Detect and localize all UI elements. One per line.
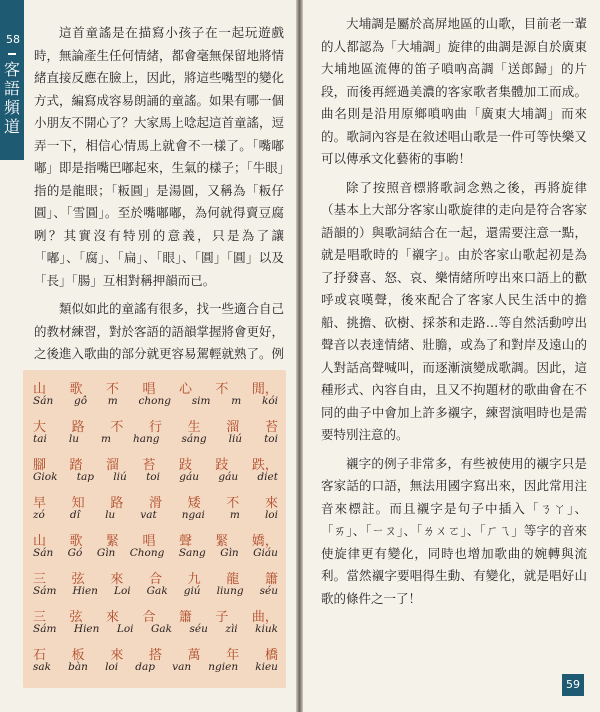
paragraph: 類似如此的童謠有很多，找一些適合自己的教材練習，對於客語的語韻掌握將會更好，之後進入歌曲的部分就更容易駕輕就熟了。例: [34, 301, 285, 361]
lyric-hanzi: 緊: [105, 534, 119, 549]
lyric-romanization: toi: [146, 471, 160, 483]
lyric-hanzi: 跌，: [251, 458, 278, 473]
lyric-hanzi: 唱: [142, 382, 156, 397]
lyric-hanzi: 三: [33, 610, 47, 625]
lyric-romanization: gáu: [218, 471, 239, 483]
lyric-romanization: m: [100, 433, 111, 445]
lyric-romanization: chong: [138, 395, 171, 407]
lyric-hanzi: 石: [33, 648, 47, 663]
lyric-romanization: Hien: [73, 623, 100, 635]
side-title-char: 頻: [3, 98, 20, 117]
lyric-romanization-line: [33, 585, 278, 597]
lyric-romanization: kiuk: [255, 623, 278, 635]
lyric-hanzi: 唱: [142, 534, 156, 549]
lyric-hanzi: 搭: [148, 648, 162, 663]
left-page-number: 58: [6, 33, 20, 46]
lyric-romanization: sak: [33, 661, 52, 673]
paragraph: 除了按照音標將歌詞念熟之後，再將旋律（基本上大部分客家山歌旋律的走向是符合客家語韻的）與歌詞結合在一起，還需要注意一點，就是唱歌時的「襯字」。由於客家山歌起初是為了抒發喜、怒、哀、樂情緒所哼出來口語上的歡呼或哀嘆聲，後來配合了客家人民生活中的擔船、挑擔、砍樹、採茶和走路…等自然活動哼出聲音以表達情緒、壯膽，或為了和對岸及遠山的人對話高聲喊叫，而逐漸演變成歌調。因此，這種形式、內容自由，且又不拘題材的歌曲會在不同的曲子中會加上許多襯字，練習演唱時也是需要特別注意的。: [321, 179, 587, 442]
lyric-romanization-line: [33, 623, 278, 635]
lyric-hanzi: 溜: [105, 458, 119, 473]
lyric-hanzi: 聲: [178, 534, 192, 549]
lyric-hanzi: 歌: [69, 534, 83, 549]
lyric-hanzi: 九: [187, 572, 201, 587]
lyric-romanization: Loi: [113, 585, 131, 597]
lyric-romanization: Sám: [33, 623, 57, 635]
lyric-hanzi: 來: [110, 648, 124, 663]
lyric-hanzi: 大: [33, 420, 47, 435]
lyric-hanzi: 山: [33, 382, 47, 397]
lyric-romanization: liú: [228, 433, 243, 445]
lyric-romanization: bàn: [68, 661, 88, 673]
lyric-hanzi: 苔: [264, 420, 278, 435]
lyric-hanzi: 不: [215, 382, 229, 397]
lyric-romanization-line: [33, 509, 278, 521]
lyric-hanzi: 合: [142, 610, 156, 625]
lyric-hanzi: 閒，: [251, 382, 278, 397]
lyric-romanization: Sán: [33, 547, 54, 559]
lyric-hanzi: 嬌，: [251, 534, 278, 549]
lyric-romanization: liung: [216, 585, 244, 597]
book-gutter: [296, 0, 303, 712]
lyric-hanzi: 年: [226, 648, 240, 663]
lyric-romanization: dap: [135, 661, 155, 673]
lyric-romanization-line: [33, 547, 278, 559]
lyric-romanization-line: [33, 433, 278, 445]
lyric-hanzi: 來: [110, 572, 124, 587]
lyric-hanzi: 路: [110, 496, 124, 511]
lyric-hanzi: 矮: [187, 496, 201, 511]
lyric-hanzi: 來: [105, 610, 119, 625]
lyric-hanzi: 跂: [178, 458, 192, 473]
lyric-romanization-line: [33, 471, 278, 483]
lyrics-box: [23, 370, 286, 688]
lyric-romanization: van: [172, 661, 192, 673]
lyric-romanization: m: [229, 509, 240, 521]
lyric-romanization-line: [33, 395, 278, 407]
lyric-romanization: liú: [113, 471, 127, 483]
chapter-side-title: [2, 60, 22, 136]
lyric-romanization: Gak: [146, 585, 168, 597]
right-page-number: 59: [562, 674, 584, 696]
lyric-romanization: lu: [68, 433, 79, 445]
lyric-romanization: sim: [191, 395, 211, 407]
lyric-hanzi: 板: [71, 648, 85, 663]
lyric-hanzi: 苔: [142, 458, 156, 473]
lyric-romanization: loi: [264, 509, 278, 521]
lyric-romanization: ngien: [208, 661, 239, 673]
lyric-romanization: Loi: [116, 623, 134, 635]
lyric-hanzi: 生: [187, 420, 201, 435]
lyric-romanization: Gak: [151, 623, 173, 635]
lyric-hanzi: 早: [33, 496, 47, 511]
lyric-hanzi: 不: [226, 496, 240, 511]
lyric-romanization: Sám: [33, 585, 57, 597]
lyric-romanization: Chong: [129, 547, 165, 559]
lyric-hanzi: 曲，: [251, 610, 278, 625]
lyric-hanzi: 來: [264, 496, 278, 511]
lyric-romanization: zó: [33, 509, 45, 521]
lyric-romanization: Giok: [33, 471, 58, 483]
lyric-hanzi: 緊: [215, 534, 229, 549]
lyric-romanization: diet: [257, 471, 278, 483]
lyric-hanzi: 合: [148, 572, 162, 587]
right-page: [303, 0, 600, 712]
lyric-romanization: tai: [33, 433, 47, 445]
lyric-romanization: zìi: [225, 623, 238, 635]
lyric-romanization: kieu: [255, 661, 278, 673]
side-title-char: 語: [3, 79, 20, 98]
paragraph: 這首童謠是在描寫小孩子在一起玩遊戲時，無論產生任何情緒，都會毫無保留地將情緒直接反應在臉上，因此，將這些嘴型的變化方式，編寫成容易朗誦的童謠。如果有哪一個小朋友不開心了？大家馬上唸起這首童謠，逗弄一下，相信心情馬上就會不一樣了。「嘴嘟嘟」即是指嘴巴嘟起來，生氣的樣子；「牛眼」指的是龍眼；「粄圓」是湯圓，又稱為「粄仔圓」、「雪圓」。至於嘴嘟嘟，為何就得賣豆腐咧？其實沒有特別的意義，只是為了讓「嘟」、「腐」、「扁」、「眼」、「圓」「圓」以及「長」「腸」互相對稱押韻而已。: [34, 25, 285, 288]
lyric-hanzi: 不: [105, 382, 119, 397]
lyric-romanization: loi: [105, 661, 119, 673]
lyric-hanzi: 行: [148, 420, 162, 435]
lyric-hanzi: 弦: [71, 572, 85, 587]
lyric-romanization: lu: [105, 509, 116, 521]
lyric-romanization: giú: [183, 585, 201, 597]
side-title-char: 客: [3, 60, 20, 79]
lyric-hanzi: 滑: [148, 496, 162, 511]
lyric-romanization: m: [231, 395, 242, 407]
lyric-romanization: Gìn: [96, 547, 116, 559]
lyric-hanzi: 龍: [226, 572, 240, 587]
lyric-romanization: gáu: [179, 471, 200, 483]
lyric-romanization: hang: [132, 433, 160, 445]
lyric-romanization: m: [107, 395, 118, 407]
lyric-romanization: ngai: [181, 509, 205, 521]
lyric-hanzi: 山: [33, 534, 47, 549]
paragraph: 大埔調是屬於高屏地區的山歌，目前老一輩的人都認為「大埔調」旋律的曲調是源自於廣東大埔地區流傳的笛子嗩吶高調「送郎歸」的片段，而後再經過美濃的客家歌者集體加工而成。曲名則是沿用原鄉嗩吶曲「廣東大埔調」而來的。歌詞內容是在敘述唱山歌是一件可等快樂又可以傳承文化藝術的事喲！: [321, 16, 587, 166]
lyric-romanization: séu: [189, 623, 208, 635]
lyric-romanization: tap: [76, 471, 94, 483]
left-body-text: [34, 22, 284, 394]
lyric-hanzi: 心: [178, 382, 192, 397]
right-body-text: [321, 13, 587, 616]
lyric-hanzi: 子: [215, 610, 229, 625]
lyric-hanzi: 不: [110, 420, 124, 435]
lyric-hanzi: 簫: [178, 610, 192, 625]
lyric-romanization: Sán: [33, 395, 54, 407]
lyric-romanization: Hien: [72, 585, 98, 597]
lyric-hanzi: 歌: [69, 382, 83, 397]
lyric-hanzi: 萬: [187, 648, 201, 663]
lyric-romanization: séu: [259, 585, 278, 597]
lyric-hanzi: 三: [33, 572, 47, 587]
lyric-hanzi: 溜: [226, 420, 240, 435]
lyric-romanization: gô: [73, 395, 88, 407]
lyric-hanzi: 踏: [69, 458, 83, 473]
lyric-romanization: toi: [264, 433, 278, 445]
lyric-romanization: kói: [261, 395, 278, 407]
lyric-romanization: Gó: [67, 547, 83, 559]
lyric-romanization: Gìn: [220, 547, 239, 559]
lyric-hanzi: 腳: [33, 458, 47, 473]
lyric-hanzi: 跂: [215, 458, 229, 473]
side-divider: [8, 53, 16, 55]
lyric-romanization: vat: [140, 509, 157, 521]
lyric-hanzi: 知: [71, 496, 85, 511]
lyric-romanization-line: [33, 661, 278, 673]
lyric-hanzi: 路: [71, 420, 85, 435]
lyric-romanization: Sang: [178, 547, 206, 559]
lyric-hanzi: 弦: [69, 610, 83, 625]
lyric-hanzi: 簫: [264, 572, 278, 587]
left-page: [0, 0, 296, 712]
lyric-romanization: dî: [69, 509, 81, 521]
side-title-char: 道: [3, 117, 20, 136]
lyric-hanzi: 橋: [264, 648, 278, 663]
lyric-romanization: Giáu: [253, 547, 278, 559]
paragraph: 襯字的例子非常多，有些被使用的襯字只是客家話的口語，無法用國字寫出來，因此常用注音來標註。而且襯字是句子中插入「ㄋㄚ」、「ㄞ」、「ㄧㄡ」、「ㄌㄨㄛ」、「ㄏㄟ」等字的音來使旋律更有變化，同時也增加歌曲的婉轉與流利。當然襯字要唱得生動、有變化，就是唱好山歌的條件之一了！: [321, 455, 587, 606]
lyric-romanization: sáng: [181, 433, 207, 445]
